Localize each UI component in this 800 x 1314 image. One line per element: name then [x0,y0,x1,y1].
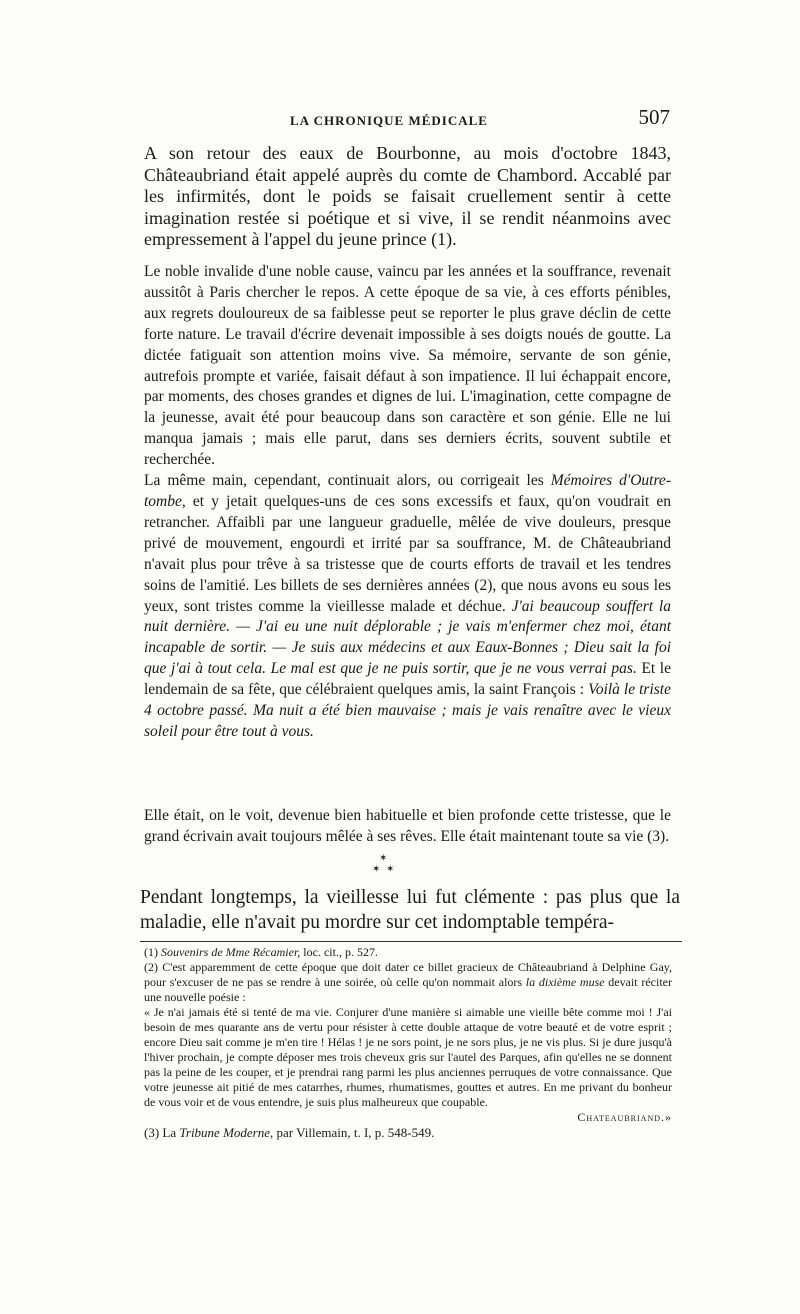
fn2-a: (2) C'est apparemment de cette époque que doit dater ce billet gracieux de Châteaubriand à Delphine Gay, pour s'excuser de ne pas se rendre à une soirée, où celle qu'on nommait alors [144,960,672,989]
bp2-part3: Et le lendemain de sa fête, que célébraient quelques amis, la saint François : [144,660,671,699]
fn2-b: devait réciter une nouvelle poésie : [144,975,672,1004]
bp2-part1: La même main, cependant, continuait alors, ou corrigeait les [144,472,551,490]
bp2-italic3: Voilà le triste 4 octobre passé. Ma nuit a été bien mauvaise ; mais je vais renaître avec le vieux soleil pour être tout à vous. [144,681,671,740]
body-paragraph-3-block [144,806,671,848]
footnote-2-quote: « Je n'ai jamais été si tenté de ma vie. Conjurer d'une manière si aimable une vieille bête comme moi ! J'ai besoin de mes quarante ans de vertu pour résister à cette double attaque de votre beauté et de votre esprit ; encore Dieu sait comme je m'en tire ! Hélas ! je ne sors point, je ne sors plus, je ne vis plus. Si je dure jusqu'à l'hiver prochain, je compte déposer mes trois cheveux gris sur l'autel des Parques, afin qu'elles ne se donnent pas la peine de les couper, et je prendrai rang parmi les plus anciennes perruques de votre connaissance. Que votre jeunesse ait pitié de mes catarrhes, rhumes, rhumatismes, gouttes et autres. En me privant du bonheur de vous voir et de vous entendre, je suis plus malheureux que coupable. [144,1005,672,1109]
fn1-rest: loc. cit., p. 527. [300,945,378,959]
body-text [144,262,671,743]
section-asterism [362,852,402,882]
large-paragraph-block [140,885,680,935]
footnote-rule [140,941,682,942]
bp2-part2: , et y jetait quelques-uns de ces sons excessifs et faux, qu'on voudrait en retrancher. Affaibli par une langueur graduelle, mêlée de vive douleurs, presque privé de mouvement, engourdi et irrité par sa souffrance, M. de Châteaubriand n'avait plus pour trêve à sa tristesse que de courts efforts de travail et les tendres soins de l'amitié. Les billets de ses dernières années (2), que nous avons eu sous les yeux, sont tristes comme la vieillesse malade et déchue. [144,492,671,615]
page-number: 507 [638,105,670,129]
fn3-prefix: (3) La [144,1125,180,1140]
footnote-1 [144,945,672,960]
fn3-italic: Tribune Moderne, [179,1125,274,1140]
body-paragraph-1: Le noble invalide d'une noble cause, vaincu par les années et la souffrance, revenait aussitôt à Paris chercher le repos. A cette époque de sa vie, à ces efforts pénibles, aux regrets douloureux de sa faiblesse peut se reporter le plus grave déclin de cette forte nature. Le travail d'écrire devenait impossible à ses doigts noués de goutte. La dictée fatiguait son attention moins vive. Sa mémoire, servante de son génie, autrefois prompte et variée, faisait défaut à son impatience. Il lui échappait encore, par moments, des choses grandes et dignes de lui. L'imagination, cette compagne de la jeunesse, avait été pour beaucoup dans son caractère et son génie. Elle ne lui manqua jamais ; mais elle parut, dans ses derniers écrits, souvent subtile et recherchée. [144,263,671,469]
footnote-3 [144,1125,672,1140]
footnote-2 [144,960,672,1005]
body-paragraph-3: Elle était, on le voit, devenue bien habituelle et bien profonde cette tristesse, que le grand écrivain avait toujours mêlée à ses rêves. Elle était maintenant toute sa vie (3). [144,807,671,845]
footnote-2-signature: Chateaubriand.» [577,1110,672,1124]
asterism-star-top: ✶ [379,853,388,864]
bp2-italic2: J'ai beaucoup souffert la nuit dernière. — J'ai eu une nuit déplorable ; je vais m'enfermer chez moi, étant incapable de sortir. — Je suis aux médecins et aux Eaux-Bonnes ; Dieu sait la foi que j'ai à tout cela. Le mal est que je ne puis sortir, que je ne vous verrai pas. [144,597,671,678]
lead-paragraph [144,143,671,251]
asterism-star-left: ✶ [372,864,381,875]
page-header [140,105,670,135]
asterism-star-right: ✶ [386,864,395,875]
large-paragraph: Pendant longtemps, la vieillesse lui fut clémente : pas plus que la maladie, elle n'avait pu mordre sur cet indomptable tempéra- [140,887,680,933]
fn2-italic: la dixième muse [525,975,605,989]
running-title: LA CHRONIQUE MÉDICALE [290,113,488,128]
fn1-italic: Souvenirs de Mme Récamier, [161,945,301,959]
fn1-prefix: (1) [144,945,161,959]
lead-paragraph-text: A son retour des eaux de Bourbonne, au mois d'octobre 1843, Châteaubriand était appelé auprès du comte de Chambord. Accablé par les infirmités, dont le poids se faisait cruellement sentir à cette imagination restée si poétique et si vive, il se rendit néanmoins avec empressement à l'appel du jeune prince (1). [144,143,671,249]
body-paragraph-2 [144,471,671,743]
bp2-italic1: Mémoires d'Outre-tombe [144,472,671,510]
fn3-rest: par Villemain, t. I, p. 548-549. [273,1125,435,1140]
footnotes [144,945,672,1140]
